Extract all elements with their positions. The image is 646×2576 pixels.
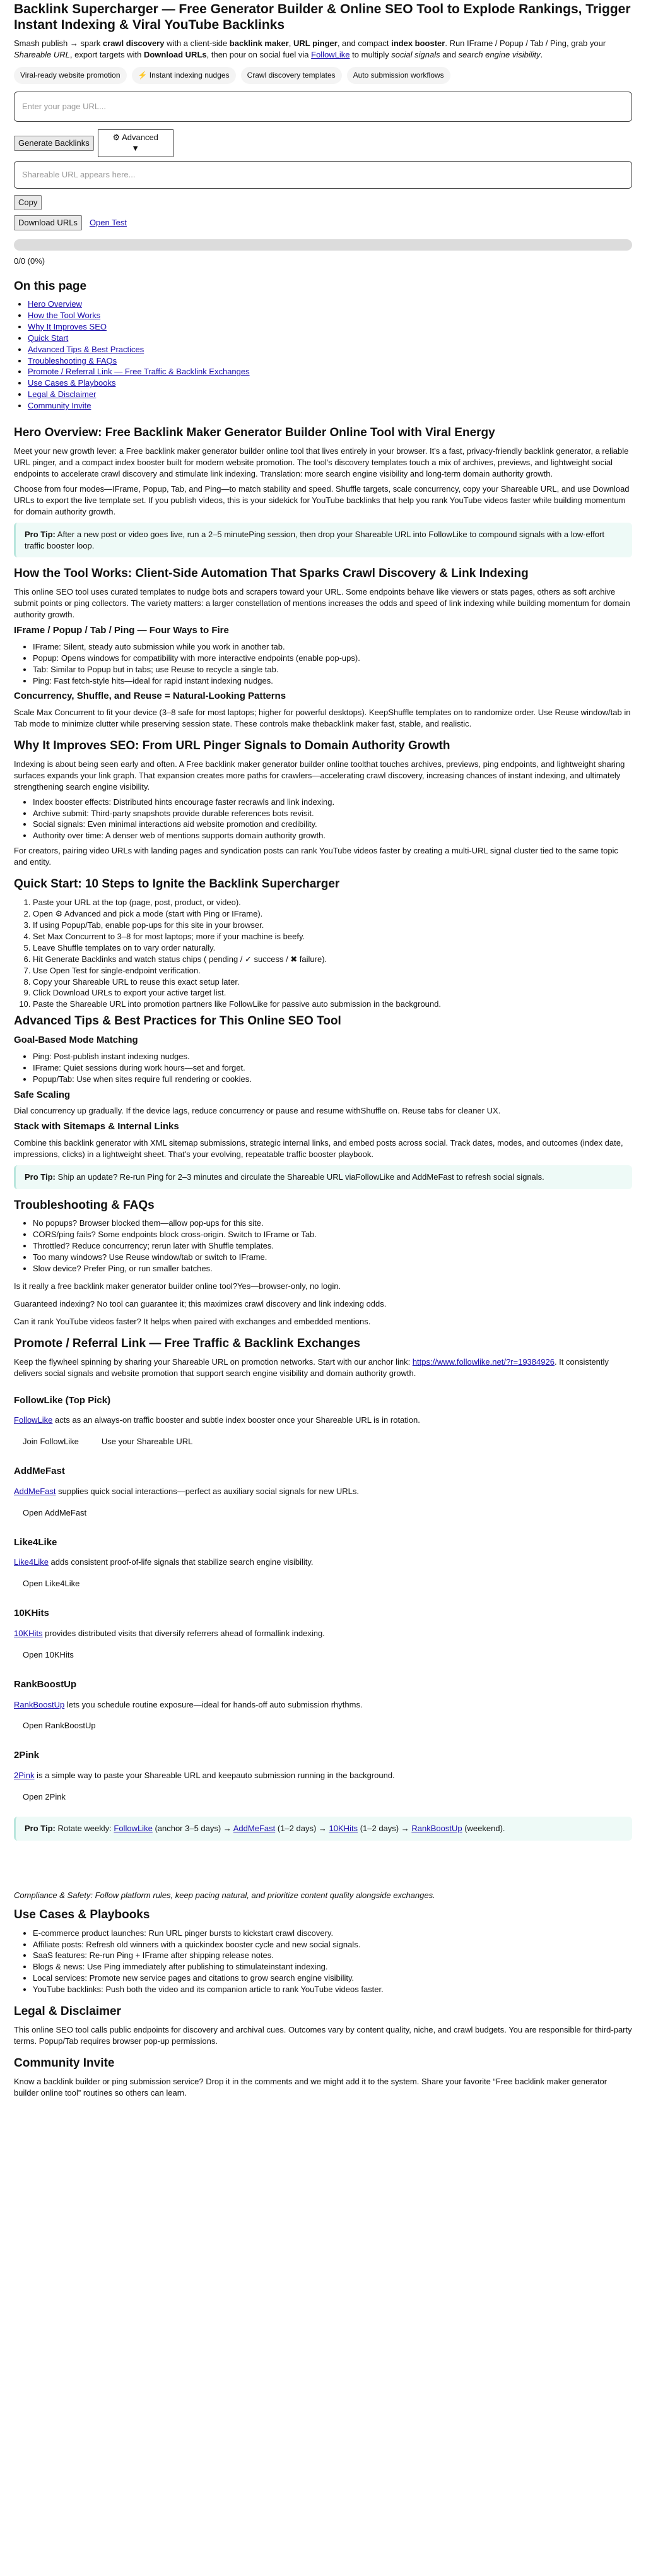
- card-text: supplies quick social interactions—perfect as auxiliary social signals for new URLs.: [56, 1486, 359, 1496]
- list-item: • Popup/Tab: Use when sites require full rendering or cookies.: [33, 1074, 632, 1085]
- troubleshooting-heading: Troubleshooting & FAQs: [14, 1198, 155, 1212]
- step: 5. Leave Shuffle templates on to vary order naturally.: [33, 942, 632, 954]
- card-title: 2Pink: [14, 1750, 40, 1761]
- tip-label: Pro Tip:: [25, 529, 56, 539]
- card-link[interactable]: 10KHits: [14, 1628, 43, 1638]
- toc-link[interactable]: Promote / Referral Link — Free Traffic & Backlink Exchanges: [28, 367, 250, 377]
- legal-paragraph: This online SEO tool calls public endpoints for discovery and archival cues. Outcomes vary by content quality, niche, and crawl budgets. You are responsible for third-party terms. Popup/Tab requires browser pop-up permissions.: [14, 2024, 632, 2046]
- quick-start-heading: Quick Start: 10 Steps to Ignite the Backlink Supercharger: [14, 877, 340, 891]
- community-paragraph: Know a backlink builder or ping submission service? Drop it in the comments and we might add it to the system. Share your favorite “Free backlink maker generator builder online tool” routines so others can learn.: [14, 2076, 608, 2098]
- goal-list: [14, 1051, 632, 1085]
- download-urls-button[interactable]: Download URLs: [14, 215, 82, 230]
- list-item: • Authority over time: A denser web of mentions supports domain authority growth.: [33, 830, 632, 841]
- rotation-link[interactable]: FollowLike: [114, 1823, 153, 1833]
- mode-select[interactable]: [98, 129, 173, 157]
- list-item: • CORS/ping fails? Some endpoints block cross-origin. Switch to IFrame or Tab.: [33, 1229, 632, 1240]
- list-item: • Index booster effects: Distributed hints encourage faster recrawls and link indexing.: [33, 797, 632, 808]
- modes-list: [14, 641, 632, 687]
- card-title: AddMeFast: [14, 1466, 65, 1477]
- card-desc: [14, 1770, 632, 1781]
- pro-tip: [14, 1817, 632, 1841]
- card-desc: [14, 1699, 632, 1711]
- scaling-paragraph: Dial concurrency up gradually. If the device lags, reduce concurrency or pause and resume withShuffle on. Reuse tabs for cleaner UX.: [14, 1106, 501, 1116]
- how-paragraph: This online SEO tool uses curated templates to nudge bots and scrapers toward your URL. Some endpoints behave like viewers or stats pages, others as soft archive submit points or ping collectors. The variety matters: a larger constellation of mentions increases the odds and speed of link indexing while building momentum for domain authority growth.: [14, 587, 630, 620]
- toc-link[interactable]: Use Cases & Playbooks: [28, 378, 116, 388]
- card-text: acts as an always-on traffic booster and subtle index booster once your Shareable URL is in rotation.: [52, 1415, 420, 1425]
- card-title: 10KHits: [14, 1608, 49, 1619]
- how-heading: How the Tool Works: Client-Side Automation That Sparks Crawl Discovery & Link Indexing: [14, 567, 529, 581]
- tip-text: (weekend).: [464, 1823, 505, 1833]
- download-row: [14, 215, 632, 230]
- list-item: • IFrame: Quiet sessions during work hours—set and forget.: [33, 1062, 632, 1074]
- concurrency-paragraph: Scale Max Concurrent to fit your device (3–8 safe for most laptops; higher for powerful desktops). KeepShuffle templates on to randomize order. Use Reuse window/tab in Tab mode to minimize clutter while preserving session state. These controls make thebacklink maker fast, stable, and realistic.: [14, 708, 631, 729]
- tip-text: (1–2 days) →: [277, 1823, 327, 1833]
- step: 3. If using Popup/Tab, enable pop-ups for this site in your browser.: [33, 920, 632, 931]
- card-title: FollowLike (Top Pick): [14, 1394, 111, 1406]
- open-2pink-button[interactable]: Open 2Pink: [23, 1792, 66, 1802]
- use-cases-list: [14, 1928, 632, 1996]
- list-item: • Blogs & news: Use Ping immediately after publishing to stimulateinstant indexing.: [33, 1961, 632, 1973]
- chip: Crawl discovery templates: [241, 67, 342, 84]
- card-desc: [14, 1486, 632, 1497]
- why-list: [14, 797, 632, 842]
- tip-text: Rotate weekly:: [57, 1823, 112, 1833]
- card-desc: [14, 1557, 632, 1568]
- card-link[interactable]: Like4Like: [14, 1557, 49, 1567]
- list-item: • Slow device? Prefer Ping, or run smaller batches.: [33, 1263, 632, 1274]
- list-item: • SaaS features: Re-run Ping + IFrame after shipping release notes.: [33, 1950, 632, 1961]
- promo-card: [14, 1678, 632, 1735]
- tip-text: (1–2 days) →: [360, 1823, 409, 1833]
- list-item: • No popups? Browser blocked them—allow pop-ups for this site.: [33, 1218, 632, 1229]
- toc-link[interactable]: Hero Overview: [28, 299, 82, 309]
- card-link[interactable]: 2Pink: [14, 1771, 35, 1781]
- stack-subheading: Stack with Sitemaps & Internal Links: [14, 1121, 179, 1132]
- step: 7. Use Open Test for single-endpoint verification.: [33, 965, 632, 976]
- shareable-url-field[interactable]: Shareable URL appears here...: [14, 161, 632, 189]
- card-text: lets you schedule routine exposure—ideal for hands-off auto submission rhythms.: [64, 1699, 363, 1709]
- toc-link[interactable]: How the Tool Works: [28, 310, 101, 320]
- list-item: • YouTube backlinks: Push both the video and its companion article to rank YouTube videos faster.: [33, 1984, 632, 1995]
- copy-button[interactable]: Copy: [14, 195, 42, 210]
- list-item: • Ping: Post-publish instant indexing nudges.: [33, 1051, 632, 1062]
- legal-heading: Legal & Disclaimer: [14, 2005, 122, 2019]
- quick-start-steps: [14, 897, 632, 1010]
- use-cases-heading: Use Cases & Playbooks: [14, 1908, 150, 1921]
- step: 10. Paste the Shareable URL into promotion partners like FollowLike for passive auto submission in the background.: [33, 999, 632, 1010]
- goal-subheading: Goal-Based Mode Matching: [14, 1035, 138, 1046]
- intro-paragraph: Smash publish → spark crawl discovery with a client-side backlink maker, URL pinger, and compact index booster. Run IFrame / Popup / Tab / Ping, grab your Shareable URL, export targets with Download URLs, then pour on social fuel via FollowLike to multiply social signals and search engine visibility.: [14, 39, 606, 60]
- toc-title: On this page: [14, 279, 87, 293]
- open-rankboostup-button[interactable]: Open RankBoostUp: [23, 1721, 96, 1731]
- toc-link[interactable]: Advanced Tips & Best Practices: [28, 344, 144, 354]
- page-title: Backlink Supercharger — Free Generator Builder & Online SEO Tool to Explode Rankings, Trigger Instant Indexing & Viral YouTube Backlinks: [14, 2, 631, 33]
- pro-tip: [14, 523, 632, 558]
- list-item: • Ping: Fast fetch-style hits—ideal for rapid instant indexing nudges.: [33, 675, 632, 687]
- toc-link[interactable]: Troubleshooting & FAQs: [28, 355, 117, 365]
- card-text: is a simple way to paste your Shareable URL and keepauto submission running in the background.: [34, 1771, 395, 1781]
- use-shareable-url-button[interactable]: Use your Shareable URL: [101, 1437, 193, 1447]
- list-item: • Local services: Promote new service pages and citations to grow search engine visibility.: [33, 1973, 632, 1984]
- community-heading: Community Invite: [14, 2056, 115, 2070]
- step: 9. Click Download URLs to export your active target list.: [33, 987, 632, 999]
- hero-heading: Hero Overview: Free Backlink Maker Generator Builder Online Tool with Viral Energy: [14, 426, 495, 440]
- promote-text-end: . It consistently delivers social signals and website promotion that support search engine visibility and domain authority growth.: [14, 1356, 609, 1378]
- step: 1. Paste your URL at the top (page, post, product, or video).: [33, 897, 632, 908]
- promo-card: [14, 1465, 632, 1521]
- hero-paragraph-2: Choose from four modes—IFrame, Popup, Tab, and Ping—to match stability and speed. Shuffle targets, scale concurrency, copy your Shareable URL, and use Download URLs to export the live template set. If you publish videos, this is your sidekick for YouTube backlinks that help you rank YouTube videos faster while building momentum for domain authority growth.: [14, 484, 630, 516]
- promote-text: Keep the flywheel spinning by sharing your Shareable URL on promotion networks. Start with our anchor link:: [14, 1356, 411, 1367]
- chip: ⚡ Instant indexing nudges: [132, 67, 236, 84]
- list-item: • IFrame: Silent, steady auto submission while you work in another tab.: [33, 641, 632, 653]
- join-followlike-button[interactable]: Join FollowLike: [23, 1437, 79, 1447]
- url-input[interactable]: Enter your page URL...: [14, 92, 632, 122]
- faq-item: Is it really a free backlink maker generator builder online tool?Yes—browser-only, no login.: [14, 1281, 341, 1291]
- card-link[interactable]: FollowLike: [14, 1415, 53, 1425]
- card-link[interactable]: RankBoostUp: [14, 1699, 65, 1709]
- promote-paragraph: [14, 1356, 632, 1379]
- pro-tip: [14, 1165, 632, 1189]
- toc-link[interactable]: Why It Improves SEO: [28, 321, 107, 331]
- chevron-down-icon: ▼: [131, 143, 140, 153]
- list-item: • Social signals: Even minimal interactions aid website promotion and credibility.: [33, 819, 632, 830]
- tip-label: Pro Tip:: [25, 1823, 56, 1833]
- why-paragraph: Indexing is about being seen early and often. A Free backlink maker generator builder online toolthat touches archives, previews, ping endpoints, and lightweight sharing surfaces expands your link graph. That expansion creates more paths for crawlers—accelerating crawl discovery, increasing chances of instant indexing, and ultimately strengthening search engine visibility.: [14, 759, 625, 792]
- list-item: • Archive submit: Third-party snapshots provide durable references bots revisit.: [33, 808, 632, 819]
- referral-link[interactable]: https://www.followlike.net/?r=19384926: [412, 1356, 555, 1367]
- promo-card: [14, 1749, 632, 1805]
- list-item: • Popup: Opens windows for compatibility with more interactive endpoints (enable pop-ups).: [33, 653, 632, 664]
- scaling-subheading: Safe Scaling: [14, 1089, 71, 1100]
- concurrency-subheading: Concurrency, Shuffle, and Reuse = Natural-Looking Patterns: [14, 691, 286, 702]
- mode-select-label: ⚙ Advanced: [112, 132, 158, 142]
- tip-text: (anchor 3–5 days) →: [155, 1823, 232, 1833]
- open-addmefast-button[interactable]: Open AddMeFast: [23, 1507, 87, 1517]
- list-item: • Tab: Similar to Popup but in tabs; use Reuse to recycle a single tab.: [33, 664, 632, 675]
- troubleshooting-list: [14, 1218, 632, 1274]
- list-item: • Too many windows? Use Reuse window/tab or switch to IFrame.: [33, 1252, 632, 1263]
- hero-paragraph: Meet your new growth lever: a Free backlink maker generator builder online tool that lives entirely in your browser. It's a fast, privacy-friendly backlink generator, a reliable URL pinger, and a compact index booster built for modern website promotion. The tool's discovery templates touch a mix of archives, previews, and lightweight social endpoints to accelerate crawl discovery and stimulate link indexing. Translation: more search engine visibility and long-term domain authority growth.: [14, 446, 629, 478]
- chip: Viral-ready website promotion: [14, 67, 127, 84]
- card-text: provides distributed visits that diversify referrers ahead of formallink indexing.: [42, 1628, 325, 1638]
- promote-heading: Promote / Referral Link — Free Traffic & Backlink Exchanges: [14, 1336, 361, 1350]
- step: 2. Open ⚙ Advanced and pick a mode (start with Ping or IFrame).: [33, 908, 632, 920]
- card-link[interactable]: AddMeFast: [14, 1486, 56, 1496]
- step: 8. Copy your Shareable URL to reuse this exact setup later.: [33, 976, 632, 988]
- list-item: • Throttled? Reduce concurrency; rerun later with Shuffle templates.: [33, 1240, 632, 1252]
- tip-text: After a new post or video goes live, run a 2–5 minutePing session, then drop your Shareable URL into FollowLike to compound signals with a low-effort traffic booster loop.: [25, 529, 604, 550]
- stack-paragraph: Combine this backlink generator with XML sitemap submissions, strategic internal links, and embed posts across social. Track dates, modes, and outcomes (index date, impressions, clicks) in a lightweight sheet. That's your evolving, repeatable traffic booster playbook.: [14, 1137, 623, 1159]
- followlike-link[interactable]: FollowLike: [311, 50, 350, 60]
- faq-item: Can it rank YouTube videos faster? It helps when paired with exchanges and embedded mentions.: [14, 1317, 371, 1327]
- toc-link[interactable]: Legal & Disclaimer: [28, 389, 97, 400]
- promo-card: [14, 1536, 632, 1593]
- toc-link[interactable]: Quick Start: [28, 333, 69, 343]
- open-test-link[interactable]: Open Test: [89, 217, 127, 227]
- toc-link[interactable]: Community Invite: [28, 401, 91, 411]
- step: 4. Set Max Concurrent to 3–8 for most laptops; more if your machine is beefy.: [33, 931, 632, 942]
- why-paragraph-2: For creators, pairing video URLs with landing pages and syndication posts can rank YouTube videos faster by creating a multi-URL signal cluster tied to the same topic and entity.: [14, 846, 618, 867]
- compliance-note: Compliance & Safety: Follow platform rules, keep pacing natural, and prioritize content quality alongside exchanges.: [14, 1890, 435, 1900]
- list-item: • Affiliate posts: Refresh old winners with a quickindex booster cycle and new social signals.: [33, 1939, 632, 1950]
- open-like4like-button[interactable]: Open Like4Like: [23, 1579, 80, 1589]
- advanced-heading: Advanced Tips & Best Practices for This Online SEO Tool: [14, 1014, 341, 1028]
- promo-card: [14, 1394, 632, 1451]
- list-item: • E-commerce product launches: Run URL pinger bursts to kickstart crawl discovery.: [33, 1928, 632, 1939]
- modes-subheading: IFrame / Popup / Tab / Ping — Four Ways to Fire: [14, 625, 229, 636]
- chip: Auto submission workflows: [347, 67, 450, 84]
- rotation-link[interactable]: RankBoostUp: [411, 1823, 462, 1833]
- rotation-link[interactable]: 10KHits: [329, 1823, 358, 1833]
- tip-label: Pro Tip:: [25, 1172, 56, 1182]
- open-10khits-button[interactable]: Open 10KHits: [23, 1649, 74, 1659]
- faq-item: Guaranteed indexing? No tool can guarantee it; this maximizes crawl discovery and link indexing odds.: [14, 1299, 387, 1309]
- card-title: RankBoostUp: [14, 1678, 77, 1690]
- action-row: [14, 129, 632, 157]
- step: 6. Hit Generate Backlinks and watch status chips ( pending / ✓ success / ✖ failure).: [33, 954, 632, 965]
- progress-bar: [14, 239, 632, 251]
- why-heading: Why It Improves SEO: From URL Pinger Signals to Domain Authority Growth: [14, 739, 450, 753]
- rotation-link[interactable]: AddMeFast: [233, 1823, 276, 1833]
- card-desc: [14, 1628, 632, 1639]
- tip-text: Ship an update? Re-run Ping for 2–3 minutes and circulate the Shareable URL viaFollowLike and AddMeFast to refresh social signals.: [57, 1172, 544, 1182]
- promo-card: [14, 1607, 632, 1663]
- generate-backlinks-button[interactable]: Generate Backlinks: [14, 136, 94, 151]
- card-text: adds consistent proof-of-life signals that stabilize search engine visibility.: [48, 1557, 314, 1567]
- copy-row: [14, 195, 632, 210]
- table-of-contents: [14, 299, 632, 412]
- card-title: Like4Like: [14, 1536, 57, 1548]
- feature-chips: [14, 67, 632, 84]
- card-desc: [14, 1415, 632, 1426]
- progress-status: 0/0 (0%): [14, 256, 45, 266]
